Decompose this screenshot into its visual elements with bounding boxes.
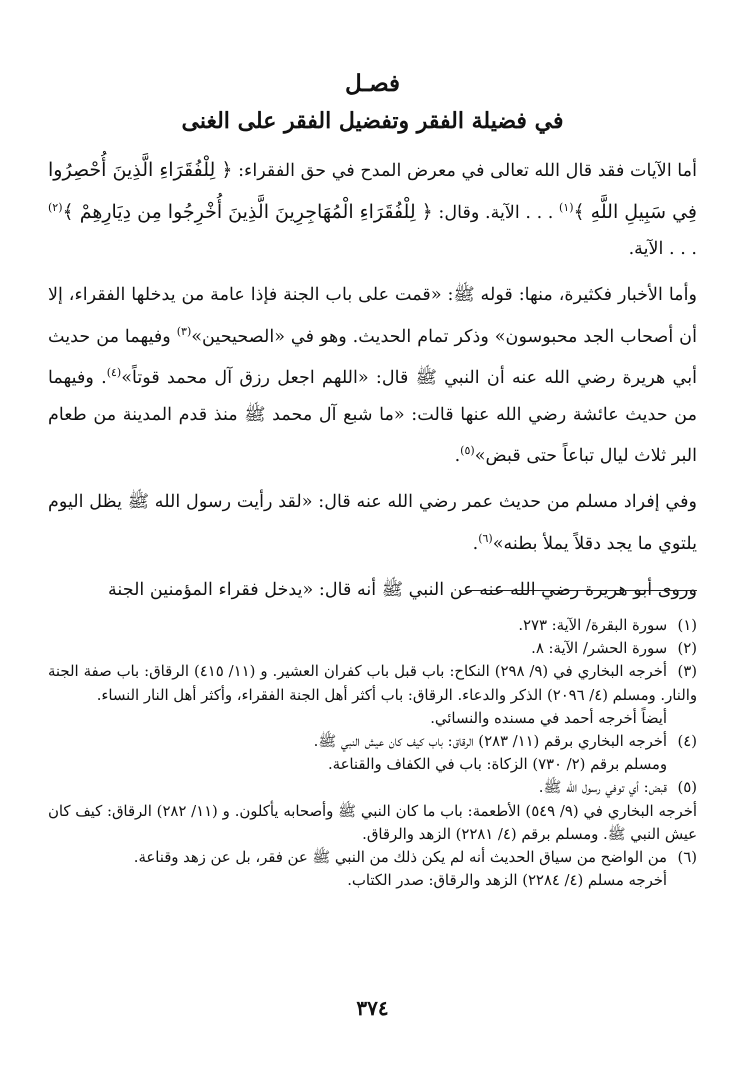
footnote-text: سورة البقرة/ الآية: ٢٧٣. bbox=[518, 617, 667, 634]
main-text bbox=[48, 152, 697, 619]
footnote-3-continued: أيضاً أخرجه أحمد في مسنده والنسائي. bbox=[430, 709, 667, 727]
paragraph-text: . . . الآية. وقال: bbox=[432, 202, 559, 223]
paragraph-text: . bbox=[472, 533, 479, 554]
footnote-text: من الواضح من سياق الحديث أنه لم يكن ذلك من النبي ﷺ عن فقر، بل عن زهد وقناعة. bbox=[133, 849, 667, 867]
section-subtitle: في فضيلة الفقر وتفضيل الفقر على الغنى bbox=[181, 108, 564, 134]
footnote-ref: (٦) bbox=[478, 531, 493, 545]
footnote-3 bbox=[48, 660, 697, 706]
footnote-2 bbox=[48, 637, 697, 660]
book-page bbox=[48, 0, 697, 1090]
footnote-ref: (٣) bbox=[176, 324, 192, 338]
paragraph-verses bbox=[48, 152, 697, 267]
footnote-ref: (٢) bbox=[48, 200, 63, 214]
paragraph-text: أما الآيات فقد قال الله تعالى في معرض المدح في حق الفقراء: bbox=[232, 161, 697, 181]
footnote-ref: (١) bbox=[558, 200, 574, 214]
footnote-1 bbox=[48, 614, 697, 637]
footnote-number: (١) bbox=[677, 617, 697, 634]
footnote-5-continued: أخرجه البخاري في (٩/ ٥٤٩) الأطعمة: باب ما كان النبي ﷺ وأصحابه يأكلون. و (١١/ ٢٨٢) الرقاق: كيف كان عيش النبي ﷺ. ومسلم برقم (٤/ ٢٢٨١) الزهد والرقاق. bbox=[48, 802, 697, 843]
footnote-ref: (٥) bbox=[460, 444, 475, 458]
footnote-text: قبض: أي توفي رسول الله ﷺ. bbox=[538, 779, 667, 797]
footnote-4 bbox=[48, 730, 697, 753]
footnote-ref: (٤) bbox=[106, 366, 122, 380]
footnote-number: (٦) bbox=[677, 849, 697, 867]
paragraph-muslim bbox=[48, 484, 697, 562]
paragraph-text: وفيهما من حديث أبي هريرة رضي الله عنه أن النبي ﷺ قال: «اللهم اجعل رزق آل محمد قوتاً» bbox=[48, 326, 698, 389]
footnote-text: أخرجه البخاري برقم (١١/ ٢٨٣) الرقاق: باب كيف كان عيش النبي ﷺ. bbox=[313, 733, 667, 751]
footnote-number: (٥) bbox=[677, 779, 697, 797]
page-number: ٣٧٤ bbox=[356, 996, 389, 1020]
paragraph-text: . وفيهما من حديث عائشة رضي الله عنها قالت: «ما شبع آل محمد ﷺ منذ قدم المدينة من طعام البر ثلاث ليال تباعاً حتى قبض» bbox=[48, 368, 697, 466]
paragraph-text: وروى أبو هريرة رضي الله عنه عن النبي ﷺ أنه قال: «يدخل فقراء المؤمنين الجنة bbox=[107, 580, 697, 601]
section-title: فصـل bbox=[344, 70, 401, 97]
footnote-number: (٤) bbox=[677, 733, 697, 751]
paragraph-text: وأما الأخبار فكثيرة، منها: قوله ﷺ: «قمت على باب الجنة فإذا عامة من يدخلها الفقراء، إلا أن أصحاب الجد محبوسون» وذكر تمام الحديث. وهو في «الصحيحين» bbox=[48, 285, 697, 347]
paragraph-hadiths bbox=[48, 277, 697, 474]
footnote-number: (٣) bbox=[677, 663, 697, 681]
quran-verse: ﴿ لِلْفُقَرَاءِ الَّذِينَ أُحْصِرُوا فِي سَبِيلِ اللَّهِ ﴾ bbox=[48, 159, 697, 223]
footnote-text: سورة الحشر/ الآية: ٨. bbox=[531, 640, 667, 658]
footnote-5 bbox=[48, 776, 697, 799]
footnote-4-continued: ومسلم برقم (٢/ ٧٣٠) الزكاة: باب في الكفاف والقناعة. bbox=[327, 756, 667, 774]
paragraph-text: . bbox=[454, 445, 461, 466]
quran-verse: ﴿ لِلْفُقَرَاءِ الْمُهَاجِرِينَ الَّذِينَ أُخْرِجُوا مِن دِيَارِهِمْ ﴾ bbox=[62, 200, 433, 223]
footnotes bbox=[48, 614, 697, 892]
footnote-6-continued: أخرجه مسلم (٤/ ٢٢٨٤) الزهد والرقاق: صدر الكتاب. bbox=[347, 872, 667, 890]
footnote-text: أخرجه البخاري في (٩/ ٢٩٨) النكاح: باب قبل باب كفران العشير. و (١١/ ٤١٥) الرقاق: باب صفة الجنة والنار. ومسلم (٤/ ٢٠٩٦) الذكر والدعاء. الرقاق: باب أكثر أهل الجنة الفقراء، وأكثر أهل النار النساء. bbox=[48, 663, 697, 704]
paragraph-text: وفي إفراد مسلم من حديث عمر رضي الله عنه قال: «لقد رأيت رسول الله ﷺ يظل اليوم يلتوي ما يجد دقلاً يملأ بطنه» bbox=[48, 492, 697, 554]
footnote-6 bbox=[48, 846, 697, 869]
paragraph-text: . . . الآية. bbox=[628, 238, 697, 259]
footnote-number: (٢) bbox=[677, 640, 697, 658]
footnote-separator bbox=[465, 590, 697, 591]
